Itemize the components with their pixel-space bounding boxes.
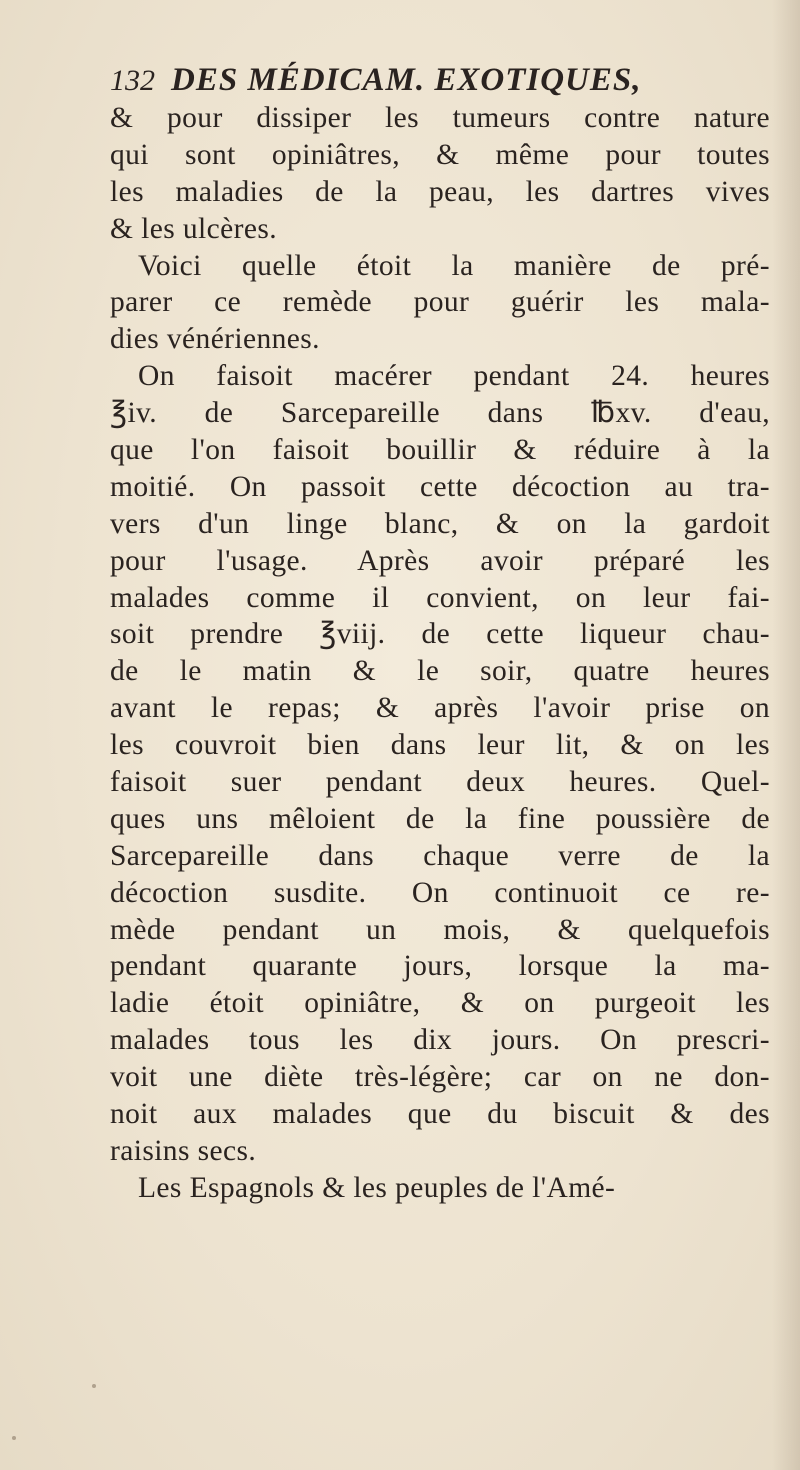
text-line: avant le repas; & après l'avoir prise on: [110, 692, 770, 725]
text-line: raisins secs.: [110, 1134, 257, 1167]
text-line: malades comme il convient, on leur fai-: [110, 581, 770, 614]
text-line: & pour dissiper les tumeurs contre nature: [110, 102, 770, 134]
text-line: les couvroit bien dans leur lit, & on les: [110, 729, 770, 762]
text-line: On faisoit macérer pendant 24. heures: [138, 360, 770, 393]
paper-fleck: [92, 1384, 96, 1388]
text-line: de le matin & le soir, quatre heures: [110, 655, 770, 688]
text-line: pendant quarante jours, lorsque la ma-: [110, 950, 770, 983]
text-line: pour l'usage. Après avoir préparé les: [110, 544, 770, 577]
text-line: Voici quelle étoit la manière de pré-: [138, 249, 770, 282]
text-line: les maladies de la peau, les dartres vives: [110, 175, 770, 208]
text-line: ques uns mêloient de la fine poussière de: [110, 802, 770, 835]
text-line: noit aux malades que du biscuit & des: [110, 1098, 770, 1131]
text-line: Sarcepareille dans chaque verre de la: [110, 839, 770, 872]
text-line: Les Espagnols & les peuples de l'Amé-: [138, 1171, 616, 1204]
text-line: vers d'un linge blanc, & on la gardoit: [110, 507, 770, 540]
text-line: faisoit suer pendant deux heures. Quel-: [110, 766, 770, 799]
paper-fleck: [12, 1436, 16, 1440]
text-line: malades tous les dix jours. On prescri-: [110, 1024, 770, 1057]
text-line: que l'on faisoit bouillir & réduire à la: [110, 434, 770, 467]
running-head: DES MÉDICAM. EXOTIQUES,: [171, 62, 642, 98]
text-line: dies vénériennes.: [110, 323, 320, 356]
page-edge-shadow: [772, 0, 800, 1470]
text-line: moitié. On passoit cette décoction au tra-: [110, 470, 770, 503]
page-number: 132: [110, 64, 155, 97]
text-line: mède pendant un mois, & quelquefois: [110, 913, 770, 946]
text-line: décoction susdite. On continuoit ce re-: [110, 876, 770, 909]
text-line: voit une diète très-légère; car on ne don-: [110, 1061, 770, 1094]
text-line: parer ce remède pour guérir les mala-: [110, 286, 770, 319]
text-line: soit prendre ℥viij. de cette liqueur chau-: [110, 618, 770, 651]
text-line: qui sont opiniâtres, & même pour toutes: [110, 138, 770, 171]
text-line: ℥iv. de Sarcepareille dans ℔xv. d'eau,: [110, 397, 770, 430]
text-line: & les ulcères.: [110, 212, 277, 245]
text-body: [110, 100, 770, 1207]
text-line: ladie étoit opiniâtre, & on purgeoit les: [110, 987, 770, 1020]
